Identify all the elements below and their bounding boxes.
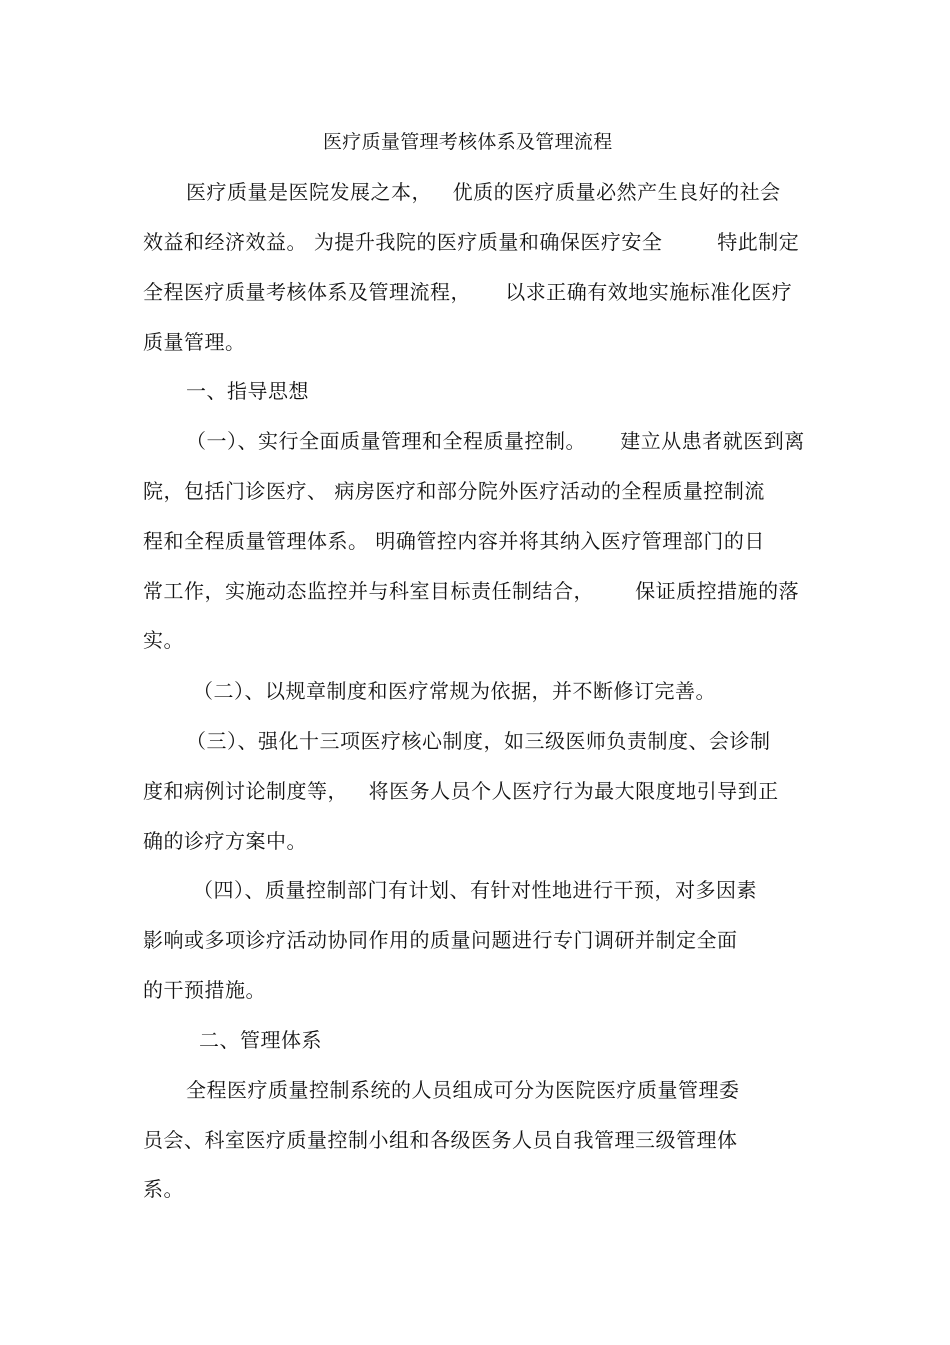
section-heading: 二、管理体系 [199,1028,322,1052]
text-line: 医疗质量是医院发展之本， 优质的医疗质量必然产生良好的社会 [186,180,781,204]
text-line: （三）、强化十三项医疗核心制度，如三级医师负责制度、会诊制 [186,729,771,753]
text-line: （一）、实行全面质量管理和全程质量控制。 建立从患者就医到离 [186,429,805,453]
text-line: （四）、质量控制部门有计划、有针对性地进行干预，对多因素 [193,878,757,902]
text-line: 全程医疗质量考核体系及管理流程， 以求正确有效地实施标准化医疗 [143,280,793,304]
text-line: 实。 [143,628,184,652]
text-line: 的干预措施。 [143,978,266,1002]
text-line: 员会、科室医疗质量控制小组和各级医务人员自我管理三级管理体 [143,1128,738,1152]
text-line: 确的诊疗方案中。 [143,829,307,853]
text-line: 度和病例讨论制度等， 将医务人员个人医疗行为最大限度地引导到正 [143,779,779,803]
text-line: 质量管理。 [143,330,246,354]
document-title: 医疗质量管理考核体系及管理流程 [323,131,613,153]
text-line: 全程医疗质量控制系统的人员组成可分为医院医疗质量管理委 [186,1078,740,1102]
text-line: 常工作，实施动态监控并与科室目标责任制结合， 保证质控措施的落 [143,579,800,603]
text-line: 效益和经济效益。 为提升我院的医疗质量和确保医疗安全 特此制定 [143,230,800,254]
text-line: 影响或多项诊疗活动协同作用的质量问题进行专门调研并制定全面 [143,928,738,952]
text-line: （二）、以规章制度和医疗常规为依据，并不断修订完善。 [193,679,716,703]
text-line: 系。 [143,1177,184,1201]
text-line: 院，包括门诊医疗、 病房医疗和部分院外医疗活动的全程质量控制流 [143,479,765,503]
section-heading: 一、指导思想 [186,379,309,403]
text-line: 程和全程质量管理体系。 明确管控内容并将其纳入医疗管理部门的日 [143,529,765,553]
